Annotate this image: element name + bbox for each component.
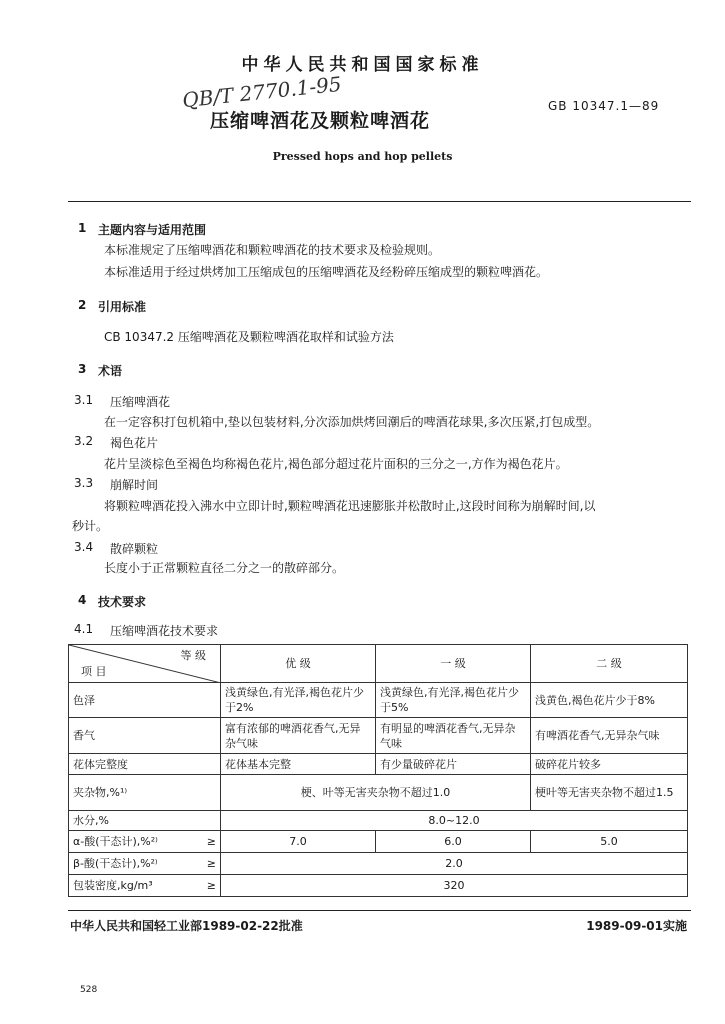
term-3-1-body: 在一定容积打包机箱中,垫以包装材料,分次添加烘烤回潮后的啤酒花球果,多次压紧,打包成型。	[104, 415, 600, 429]
table-cell: 梗叶等无害夹杂物不超过1.5	[531, 775, 688, 811]
section-3-number: 3	[78, 362, 87, 376]
table-cell: 有啤酒花香气,无异杂气味	[531, 718, 688, 754]
row-label: α-酸(干态计),%²⁾	[73, 835, 158, 848]
section-4-number: 4	[78, 593, 87, 607]
section-1-para-2: 本标准适用于经过烘烤加工压缩成包的压缩啤酒花及经粉碎压缩成型的颗粒啤酒花。	[104, 265, 549, 279]
table-cell: 浅黄色,褐色花片少于8%	[531, 683, 688, 718]
grade-premium-header: 优 级	[221, 645, 376, 683]
ge-symbol: ≥	[206, 879, 216, 892]
table-row	[69, 775, 688, 811]
section-2-title: 引用标准	[98, 300, 147, 314]
corner-header	[69, 645, 221, 683]
table-row	[69, 875, 688, 897]
implementation-date: 1989-09-01实施	[586, 919, 687, 933]
term-3-1-title: 压缩啤酒花	[110, 395, 171, 409]
english-title: Pressed hops and hop pellets	[272, 150, 453, 163]
table-cell: 富有浓郁的啤酒花香气,无异杂气味	[221, 718, 376, 754]
term-3-2-body: 花片呈淡棕色至褐色均称褐色花片,褐色部分超过花片面积的三分之一,方作为褐色花片。	[104, 457, 568, 471]
term-3-2-number: 3.2	[74, 434, 94, 448]
row-label-cell	[69, 831, 221, 853]
table-cell: 2.0	[221, 853, 688, 875]
term-3-1-number: 3.1	[74, 393, 94, 407]
standard-code: GB 10347.1—89	[548, 99, 660, 113]
issuing-organization: 中华人民共和国国家标准	[241, 55, 484, 75]
term-3-2-title: 褐色花片	[110, 436, 159, 450]
ge-symbol: ≥	[206, 835, 216, 848]
row-label: 香气	[69, 718, 221, 754]
grade-second-header: 二 级	[531, 645, 688, 683]
table-cell: 7.0	[221, 831, 376, 853]
grade-header: 等 级	[180, 649, 206, 662]
handwritten-annotation: QB/T 2770.1-95	[181, 71, 343, 113]
table-cell: 320	[221, 875, 688, 897]
section-2-reference: CB 10347.2 压缩啤酒花及颗粒啤酒花取样和试验方法	[104, 330, 394, 344]
term-3-4-title: 散碎颗粒	[110, 542, 159, 556]
table-cell: 6.0	[376, 831, 531, 853]
row-label: 包装密度,kg/m³	[73, 879, 153, 892]
term-3-3-body: 将颗粒啤酒花投入沸水中立即计时,颗粒啤酒花迅速膨胀并松散时止,这段时间称为崩解时间,以	[104, 499, 596, 513]
hops-spec-table	[68, 644, 688, 897]
term-3-4-body: 长度小于正常颗粒直径二分之一的散碎部分。	[104, 561, 345, 575]
row-label: 夹杂物,%¹⁾	[69, 775, 221, 811]
section-3-title: 术语	[98, 364, 123, 378]
table-cell: 破碎花片较多	[531, 754, 688, 775]
table-row	[69, 831, 688, 853]
footer-divider	[68, 910, 691, 911]
section-2-number: 2	[78, 298, 87, 312]
table-cell: 有明显的啤酒花香气,无异杂气味	[376, 718, 531, 754]
table-row	[69, 718, 688, 754]
table-cell: 8.0~12.0	[221, 811, 688, 831]
table-row	[69, 683, 688, 718]
table-row	[69, 811, 688, 831]
page-number: 528	[80, 985, 98, 995]
row-label-cell	[69, 853, 221, 875]
approval-line: 中华人民共和国轻工业部1989-02-22批准	[70, 919, 303, 933]
term-3-4-number: 3.4	[74, 540, 94, 554]
table-header-row	[69, 645, 688, 683]
table-row	[69, 853, 688, 875]
term-3-3-number: 3.3	[74, 476, 94, 490]
table-cell: 梗、叶等无害夹杂物不超过1.0	[221, 775, 531, 811]
document-title: 压缩啤酒花及颗粒啤酒花	[210, 110, 431, 132]
term-3-3-body-cont: 秒计。	[72, 519, 109, 533]
ge-symbol: ≥	[206, 857, 216, 870]
table-cell: 花体基本完整	[221, 754, 376, 775]
table-cell: 5.0	[531, 831, 688, 853]
row-label: 色泽	[69, 683, 221, 718]
subsection-4-1-number: 4.1	[74, 622, 94, 636]
table-row	[69, 754, 688, 775]
item-header: 项 目	[81, 665, 107, 678]
section-1-title: 主题内容与适用范围	[98, 223, 207, 237]
row-label-cell	[69, 875, 221, 897]
section-1-para-1: 本标准规定了压缩啤酒花和颗粒啤酒花的技术要求及检验规则。	[104, 243, 441, 257]
grade-first-header: 一 级	[376, 645, 531, 683]
table-cell: 浅黄绿色,有光泽,褐色花片少于5%	[376, 683, 531, 718]
row-label: 水分,%	[69, 811, 221, 831]
row-label: 花体完整度	[69, 754, 221, 775]
term-3-3-title: 崩解时间	[110, 478, 159, 492]
table-cell: 浅黄绿色,有光泽,褐色花片少于2%	[221, 683, 376, 718]
row-label: β-酸(干态计),%²⁾	[73, 857, 158, 870]
table-cell: 有少量破碎花片	[376, 754, 531, 775]
subsection-4-1-title: 压缩啤酒花技术要求	[110, 624, 219, 638]
header-divider	[68, 201, 691, 202]
section-1-number: 1	[78, 221, 87, 235]
section-4-title: 技术要求	[98, 595, 147, 609]
